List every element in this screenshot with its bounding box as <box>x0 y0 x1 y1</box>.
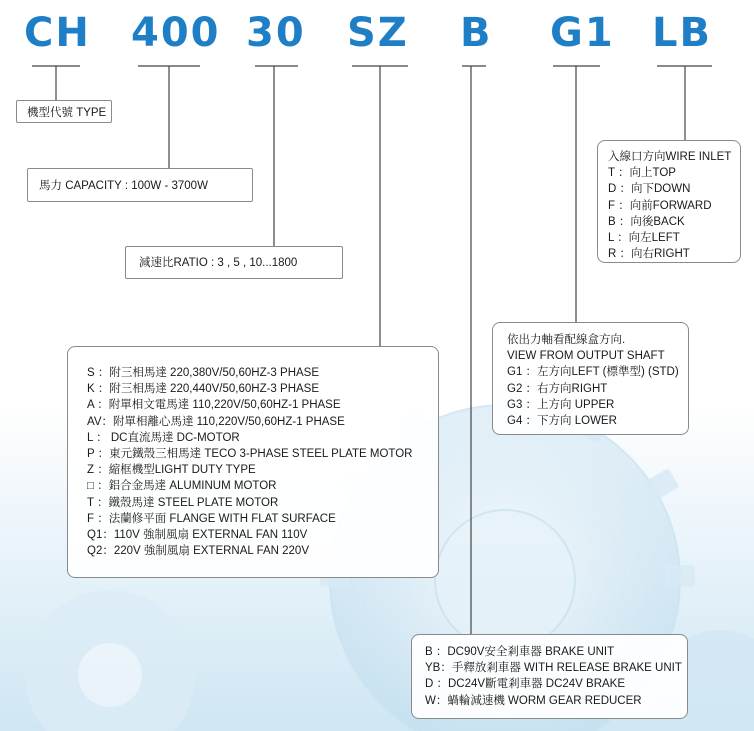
shaft-subtitle: VIEW FROM OUTPUT SHAFT <box>507 350 665 363</box>
motor-option: AV：附單相離心馬達 110,220V/50,60HZ-1 PHASE <box>87 415 345 428</box>
motor-options-box <box>67 346 439 578</box>
shaft-title: 依出力軸看配線盒方向. <box>507 334 626 346</box>
wire-inlet-option: F ：向前FORWARD <box>608 199 712 212</box>
code-30: 30 <box>246 10 306 56</box>
motor-option: Q1：110V 強制風扇 EXTERNAL FAN 110V <box>87 529 308 542</box>
motor-option: Z ：縮框機型LIGHT DUTY TYPE <box>87 464 256 477</box>
motor-option: L ： DC直流馬達 DC-MOTOR <box>87 431 240 444</box>
motor-option: A ：附單相文電馬達 110,220V/50,60HZ-1 PHASE <box>87 399 341 412</box>
code-400: 400 <box>131 10 221 56</box>
wire-inlet-option: B ：向後BACK <box>608 215 685 228</box>
capacity-box <box>27 168 253 202</box>
code-lb: LB <box>652 10 712 56</box>
motor-option: T ：鐵殼馬達 STEEL PLATE MOTOR <box>87 496 279 509</box>
motor-option: P ：東元鐵殼三相馬達 TECO 3-PHASE STEEL PLATE MOTOR <box>87 448 413 461</box>
wire-inlet-option: L ：向左LEFT <box>608 232 680 245</box>
code-ch: CH <box>24 10 91 56</box>
ratio-box <box>125 246 343 279</box>
wire-inlet-title: 入線口方向WIRE INLET <box>608 151 732 163</box>
output-shaft-box <box>492 322 689 435</box>
wire-inlet-option: R ：向右RIGHT <box>608 248 690 261</box>
wire-inlet-option: T ：向上TOP <box>608 167 676 180</box>
motor-option: □ ：鋁合金馬達 ALUMINUM MOTOR <box>87 480 277 493</box>
brake-option: YB：手釋放剎車器 WITH RELEASE BRAKE UNIT <box>425 662 682 675</box>
wire-inlet-option: D ：向下DOWN <box>608 183 691 196</box>
code-sz: SZ <box>347 10 409 56</box>
shaft-option: G4 ：下方向 LOWER <box>507 415 617 428</box>
wire-inlet-box <box>597 140 741 263</box>
motor-option: Q2：220V 強制風扇 EXTERNAL FAN 220V <box>87 545 309 558</box>
capacity-label: 馬力 CAPACITY : 100W - 3700W <box>39 180 208 192</box>
type-label: 機型代號 TYPE <box>27 107 107 119</box>
code-g1: G1 <box>550 10 615 56</box>
brake-option: W：蝸輪減速機 WORM GEAR REDUCER <box>425 694 642 707</box>
motor-option: F ：法蘭修平面 FLANGE WITH FLAT SURFACE <box>87 512 336 525</box>
shaft-option: G2 ：右方向RIGHT <box>507 382 608 395</box>
ratio-label: 減速比RATIO : 3 , 5 , 10...1800 <box>139 257 298 269</box>
type-box <box>16 100 112 123</box>
shaft-option: G1 ：左方向LEFT (標準型) (STD) <box>507 366 679 379</box>
brake-box <box>411 634 688 719</box>
motor-option: K ：附三相馬達 220,440V/50,60HZ-3 PHASE <box>87 383 320 396</box>
shaft-option: G3 ：上方向 UPPER <box>507 398 615 411</box>
motor-option: S ：附三相馬達 220,380V/50,60HZ-3 PHASE <box>87 367 320 379</box>
code-b: B <box>460 10 493 56</box>
brake-option: B ：DC90V安全剎車器 BRAKE UNIT <box>425 646 615 658</box>
brake-option: D ：DC24V斷電剎車器 DC24V BRAKE <box>425 678 626 691</box>
